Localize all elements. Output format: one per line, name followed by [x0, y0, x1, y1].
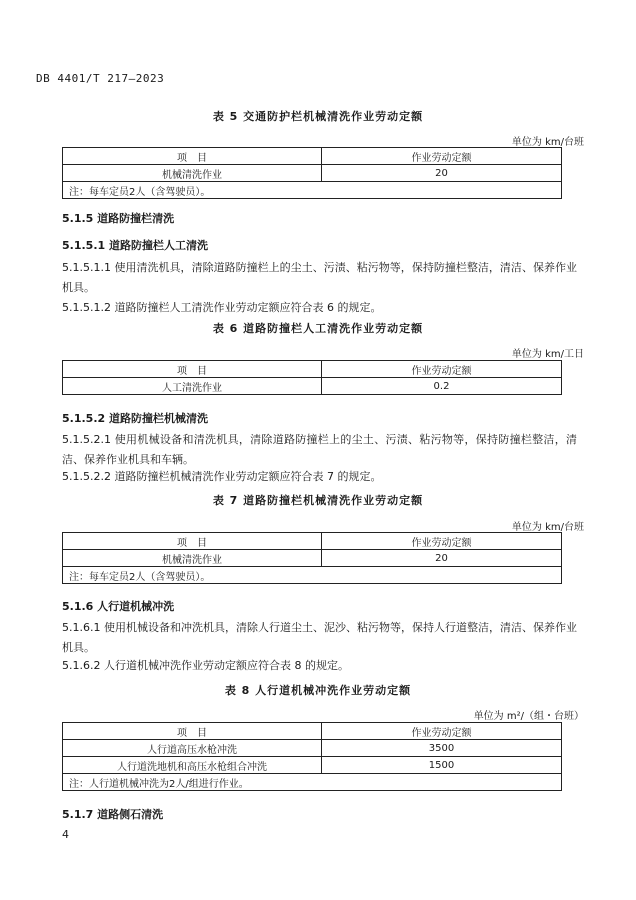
table-row: [63, 757, 562, 774]
paragraph-5-1-5-1-1: 5.1.5.1.1 使用清洗机具，清除道路防撞栏上的尘土、污渍、粘污物等，保持防撞栏整洁，清洁、保养作业机具。: [62, 261, 577, 294]
table-note: 注：每车定员2人（含驾驶员）。: [63, 567, 562, 584]
table5-caption: 表 5 交通防护栏机械清洗作业劳动定额: [212, 110, 424, 123]
section-heading-5-1-6: 5.1.6 人行道机械冲洗: [62, 600, 175, 613]
paragraph-5-1-5-2-1: 5.1.5.2.1 使用机械设备和清洗机具，清除道路防撞栏上的尘土、污渍、粘污物等，保持防撞栏整洁，清洁、保养作业机具和车辆。: [62, 433, 577, 466]
table7-unit: 单位为 km/台班: [511, 522, 584, 533]
table8: [62, 722, 562, 791]
table8-caption: 表 8 人行道机械冲洗作业劳动定额: [224, 684, 412, 697]
table-header-row: [63, 723, 562, 740]
table-cell: 20: [322, 550, 562, 567]
section-heading-5-1-7: 5.1.7 道路侧石清洗: [62, 808, 164, 821]
column-header: 作业劳动定额: [322, 148, 562, 165]
page-number: 4: [62, 828, 69, 841]
table-row: [63, 740, 562, 757]
table6-unit: 单位为 km/工日: [511, 349, 584, 360]
table-header-row: [63, 148, 562, 165]
table-row: [63, 378, 562, 395]
table-note: 注：人行道机械冲洗为2人/组进行作业。: [63, 774, 562, 791]
table-cell: 人工清洗作业: [63, 378, 322, 395]
table-cell: 人行道高压水枪冲洗: [63, 740, 322, 757]
column-header: 作业劳动定额: [322, 361, 562, 378]
table7-caption: 表 7 道路防撞栏机械清洗作业劳动定额: [212, 494, 424, 507]
table7: [62, 532, 562, 584]
table5: [62, 147, 562, 199]
paragraph-5-1-5-1-2: 5.1.5.1.2 道路防撞栏人工清洗作业劳动定额应符合表 6 的规定。: [62, 301, 382, 314]
table-cell: 人行道洗地机和高压水枪组合冲洗: [63, 757, 322, 774]
table-cell: 1500: [322, 757, 562, 774]
table-row: [63, 165, 562, 182]
table-cell: 机械清洗作业: [63, 165, 322, 182]
table6: [62, 360, 562, 395]
section-heading-5-1-5-2: 5.1.5.2 道路防撞栏机械清洗: [62, 412, 208, 425]
table5-unit: 单位为 km/台班: [511, 137, 584, 148]
table-note-row: [63, 774, 562, 791]
paragraph-5-1-5-2-2: 5.1.5.2.2 道路防撞栏机械清洗作业劳动定额应符合表 7 的规定。: [62, 470, 382, 483]
column-header: 项 目: [63, 361, 322, 378]
column-header: 作业劳动定额: [322, 723, 562, 740]
table-note: 注：每车定员2人（含驾驶员）。: [63, 182, 562, 199]
column-header: 作业劳动定额: [322, 533, 562, 550]
table-cell: 3500: [322, 740, 562, 757]
standard-number: DB 4401/T 217—2023: [36, 72, 165, 85]
column-header: 项 目: [63, 533, 322, 550]
table-note-row: [63, 567, 562, 584]
table-row: [63, 550, 562, 567]
table-cell: 20: [322, 165, 562, 182]
table-cell: 机械清洗作业: [63, 550, 322, 567]
table-note-row: [63, 182, 562, 199]
table-header-row: [63, 361, 562, 378]
table-header-row: [63, 533, 562, 550]
table6-caption: 表 6 道路防撞栏人工清洗作业劳动定额: [212, 322, 424, 335]
column-header: 项 目: [63, 723, 322, 740]
table-cell: 0.2: [322, 378, 562, 395]
paragraph-5-1-6-1: 5.1.6.1 使用机械设备和冲洗机具，清除人行道尘土、泥沙、粘污物等，保持人行道整洁，清洁、保养作业机具。: [62, 621, 577, 654]
column-header: 项 目: [63, 148, 322, 165]
table8-unit: 单位为 m²/（组・台班）: [473, 711, 584, 722]
paragraph-5-1-6-2: 5.1.6.2 人行道机械冲洗作业劳动定额应符合表 8 的规定。: [62, 659, 349, 672]
section-heading-5-1-5-1: 5.1.5.1 道路防撞栏人工清洗: [62, 239, 208, 252]
section-heading-5-1-5: 5.1.5 道路防撞栏清洗: [62, 212, 175, 225]
